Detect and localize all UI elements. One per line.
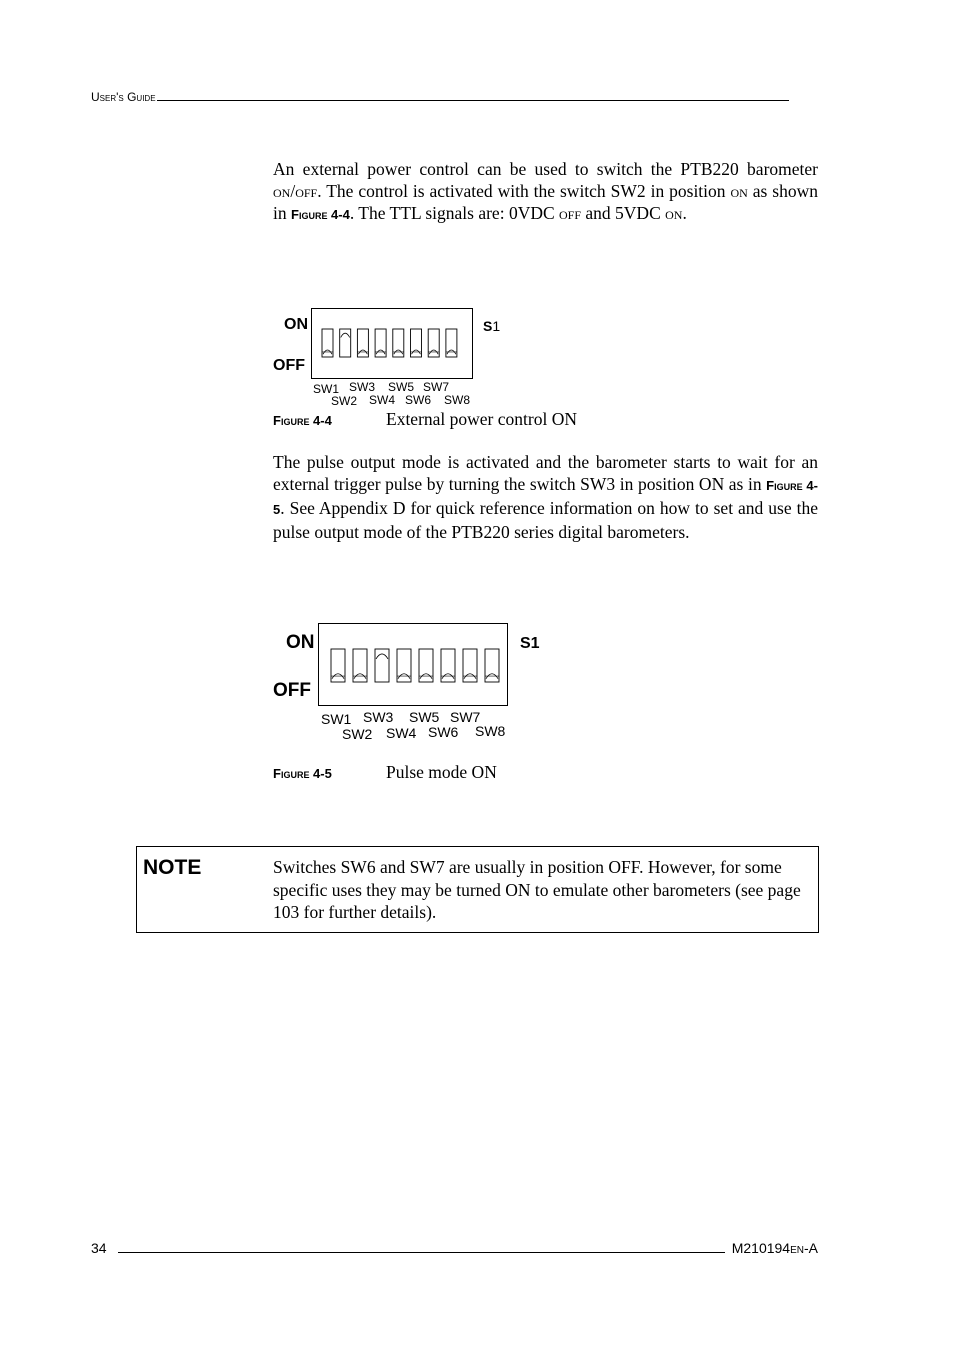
paragraph-pulse-mode: The pulse output mode is activated and the barometer starts to wait for an external trigger pulse by turning the switch SW3 in position ON as in Figure 4-5. See Appendix D for quick reference information on how to set and use the pulse output mode of the PTB220 series digital barometers. xyxy=(273,452,818,542)
dip-switch-sw7 xyxy=(463,649,477,682)
fig2-s1-label: S1 xyxy=(520,635,540,652)
figure1-caption xyxy=(273,409,577,430)
figure-reference: Figure 4-4 xyxy=(291,207,350,222)
figure1-caption-text: External power control ON xyxy=(386,409,577,429)
figure2-caption-label: Figure 4-5 xyxy=(273,766,332,781)
switch-label-sw1: SW1 xyxy=(313,382,340,396)
dip-switch-sw4 xyxy=(397,649,411,682)
dip-switch-sw3 xyxy=(375,649,389,682)
dip-switch-sw7 xyxy=(428,329,439,357)
switch-label-sw6: SW6 xyxy=(405,393,432,407)
dip-switch-sw3 xyxy=(357,329,368,357)
figure2-caption-text: Pulse mode ON xyxy=(386,762,497,782)
switch-label-sw4: SW4 xyxy=(369,393,396,407)
switch-label-sw8: SW8 xyxy=(444,393,471,407)
switch-label-sw5: SW5 xyxy=(388,380,415,394)
fig1-off-label: OFF xyxy=(273,357,305,374)
fig1-on-label: ON xyxy=(284,316,308,333)
dip-switch-sw4 xyxy=(375,329,386,357)
document-id: M210194en-A xyxy=(731,1240,818,1256)
figure1-caption-label: Figure 4-4 xyxy=(273,413,332,428)
fig1-dip-switches xyxy=(312,309,472,378)
switch-label-sw4: SW4 xyxy=(386,725,417,741)
page-number: 34 xyxy=(91,1240,107,1256)
switch-label-sw3: SW3 xyxy=(349,380,376,394)
dip-switch-sw5 xyxy=(419,649,433,682)
switch-label-sw8: SW8 xyxy=(475,723,506,739)
dip-switch-sw1 xyxy=(331,649,345,682)
fig2-on-label: ON xyxy=(286,632,315,653)
note-text: Switches SW6 and SW7 are usually in position OFF. However, for some specific uses they may be turned ON to emulate other barometers (see page 103 for further details). xyxy=(273,857,801,922)
fig1-dip-switch-block xyxy=(311,308,473,379)
page-footer xyxy=(91,1240,818,1256)
switch-label-sw6: SW6 xyxy=(428,724,459,740)
fig2-dip-switch-block xyxy=(318,623,508,706)
switch-label-sw1: SW1 xyxy=(321,711,352,727)
running-header xyxy=(91,90,817,104)
switch-label-sw7: SW7 xyxy=(423,380,450,394)
header-title: User's Guide xyxy=(91,90,156,104)
dip-switch-sw8 xyxy=(485,649,499,682)
dip-switch-sw1 xyxy=(322,329,333,357)
fig2-off-label: OFF xyxy=(273,680,311,701)
fig1-s1-label: S1 xyxy=(483,318,501,334)
switch-label-sw3: SW3 xyxy=(363,709,394,725)
header-rule xyxy=(157,99,789,101)
dip-switch-sw2 xyxy=(340,329,351,357)
figure-reference: Figure 4-5 xyxy=(273,478,818,517)
paragraph-external-power: An external power control can be used to switch the PTB220 barometer on/off. The control is activated with the switch SW2 in position on as shown in Figure 4-4. The TTL signals are: 0VDC off and 5VDC on. xyxy=(273,159,818,223)
dip-switch-sw6 xyxy=(411,329,422,357)
footer-rule xyxy=(118,1251,725,1253)
switch-label-sw5: SW5 xyxy=(409,709,440,725)
fig2-dip-switches xyxy=(319,624,507,705)
switch-label-sw2: SW2 xyxy=(342,726,373,742)
switch-label-sw7: SW7 xyxy=(450,709,481,725)
note-title: NOTE xyxy=(143,856,202,879)
figure2-caption xyxy=(273,762,497,783)
dip-switch-sw5 xyxy=(393,329,404,357)
dip-switch-sw6 xyxy=(441,649,455,682)
dip-switch-sw2 xyxy=(353,649,367,682)
switch-label-sw2: SW2 xyxy=(331,394,358,408)
dip-switch-sw8 xyxy=(446,329,457,357)
